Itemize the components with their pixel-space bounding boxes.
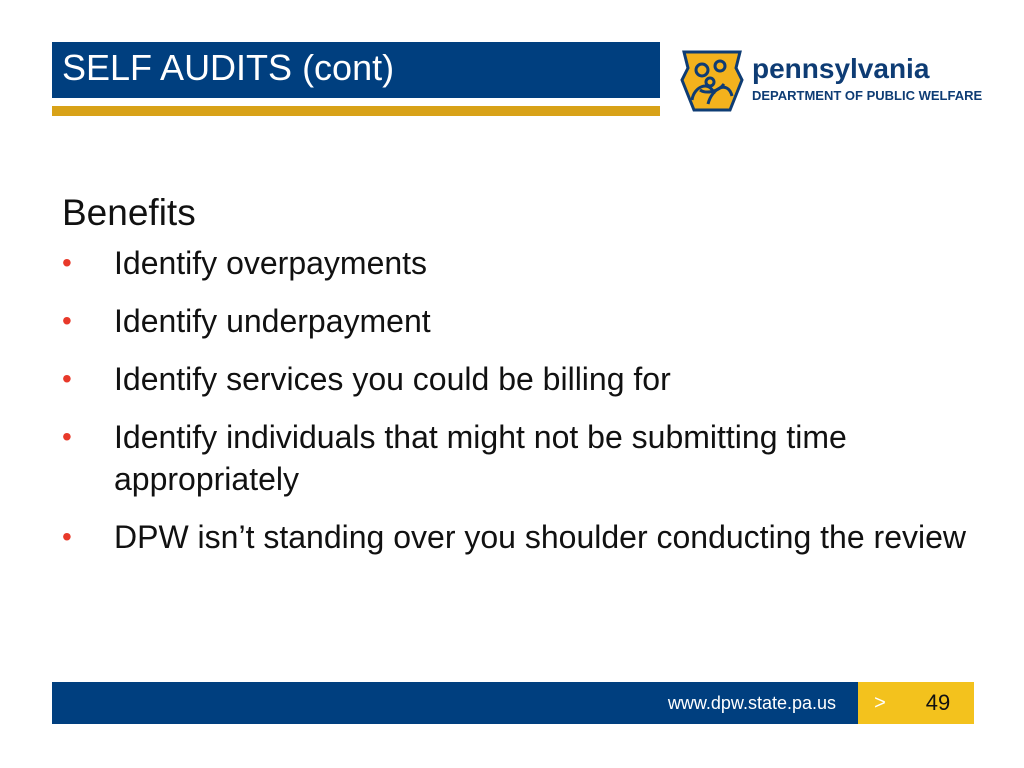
- section-heading: Benefits: [62, 192, 196, 233]
- title-underline: [52, 106, 660, 116]
- bullet-list: [62, 242, 972, 558]
- bullet-text: Identify individuals that might not be submitting time appropriately: [114, 419, 847, 497]
- bullet-icon: •: [62, 421, 72, 452]
- logo-wordmark: pennsylvania: [752, 53, 930, 84]
- slide-title: SELF AUDITS (cont): [62, 47, 395, 88]
- bullet-text: Identify underpayment: [114, 303, 431, 339]
- bullet-icon: •: [62, 521, 72, 552]
- bullet-item: [62, 516, 972, 558]
- bullet-text: Identify services you could be billing for: [114, 361, 671, 397]
- bullet-text: DPW isn’t standing over you shoulder conducting the review: [114, 519, 966, 555]
- next-slide-button[interactable]: >: [858, 682, 902, 724]
- bullet-icon: •: [62, 363, 72, 394]
- keystone-family-icon: [680, 50, 744, 112]
- bullet-item: [62, 300, 972, 342]
- bullet-text: Identify overpayments: [114, 245, 428, 281]
- slide-content: [62, 188, 972, 574]
- bullet-icon: •: [62, 305, 72, 336]
- footer-bar: [52, 682, 858, 724]
- bullet-item: [62, 416, 972, 500]
- logo-department: DEPARTMENT OF PUBLIC WELFARE: [752, 88, 983, 103]
- page-number: 49: [902, 682, 974, 724]
- bullet-icon: •: [62, 247, 72, 278]
- title-bar: [52, 42, 660, 98]
- bullet-item: [62, 242, 972, 284]
- bullet-item: [62, 358, 972, 400]
- pa-dpw-logo: [680, 50, 983, 114]
- footer-url[interactable]: www.dpw.state.pa.us: [667, 693, 836, 713]
